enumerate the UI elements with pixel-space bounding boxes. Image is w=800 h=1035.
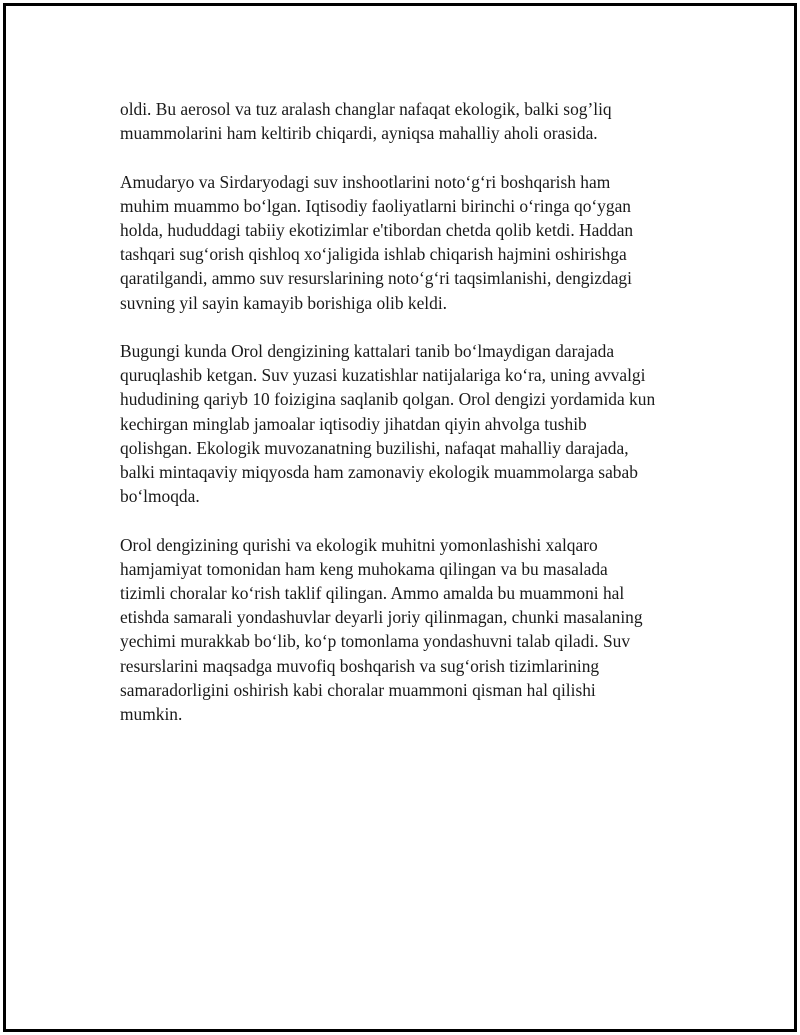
text-line: tizimli choralar ko‘rish taklif qilingan. Ammo amalda bu muammoni hal (120, 583, 625, 604)
text-line: kechirgan minglab jamoalar iqtisodiy jihatdan qiyin ahvolga tushib (120, 413, 587, 434)
text-line: yechimi murakkab bo‘lib, ko‘p tomonlama yondashuvni talab qiladi. Suv (120, 631, 631, 652)
text-line: resurslarini maqsadga muvofiq boshqarish va sug‘orish tizimlarining (120, 655, 600, 676)
text-line: holda, hududdagi tabiiy ekotizimlar e'tibordan chetda qolib ketdi. Haddan (120, 220, 634, 240)
text-line: bo‘lmoqda. (120, 486, 200, 507)
text-line: tashqari sug‘orish qishloq xo‘jaligida ishlab chiqarish hajmini oshirishga (120, 244, 627, 265)
text-line: suvning yil sayin kamayib borishiga olib keldi. (120, 292, 448, 313)
paragraph-1 (120, 97, 692, 145)
paragraph-3 (120, 339, 692, 508)
text-line: Amudaryo va Sirdaryodagi suv inshootlarini noto‘g‘ri boshqarish ham (120, 171, 611, 192)
text-line: quruqlashib ketgan. Suv yuzasi kuzatishlar natijalariga ko‘ra, uning avvalgi (120, 365, 646, 386)
page-frame (3, 3, 797, 1032)
text-line: Bugungi kunda Orol dengizining kattalari tanib bo‘lmaydigan darajada (120, 341, 615, 361)
text-line: mumkin. (120, 704, 183, 725)
text-line: muhim muammo bo‘lgan. Iqtisodiy faoliyatlarni birinchi o‘ringa qo‘ygan (120, 195, 631, 216)
text-line: Orol dengizining qurishi va ekologik muhitni yomonlashishi xalqaro (120, 534, 598, 555)
text-line: hududining qariyb 10 foizigina saqlanib qolgan. Orol dengizi yordamida kun (120, 389, 656, 410)
text-line: qolishgan. Ekologik muvozanatning buzilishi, nafaqat mahalliy darajada, (120, 437, 629, 458)
text-line: muammolarini ham keltirib chiqardi, ayniqsa mahalliy aholi orasida. (120, 123, 598, 144)
document-body (120, 97, 692, 750)
text-line: qaratilgandi, ammo suv resurslarining noto‘g‘ri taqsimlanishi, dengizdagi (120, 268, 632, 289)
text-line: balki mintaqaviy miqyosda ham zamonaviy ekologik muammolarga sabab (120, 462, 638, 483)
paragraph-2 (120, 170, 692, 315)
text-line: etishda samarali yondashuvlar deyarli joriy qilinmagan, chunki masalaning (120, 607, 643, 628)
text-line: oldi. Bu aerosol va tuz aralash changlar nafaqat ekologik, balki sog’liq (120, 99, 612, 119)
text-line: samaradorligini oshirish kabi choralar muammoni qisman hal qilishi (120, 679, 596, 700)
text-line: hamjamiyat tomonidan ham keng muhokama qilingan va bu masalada (120, 558, 608, 579)
paragraph-4 (120, 533, 692, 727)
